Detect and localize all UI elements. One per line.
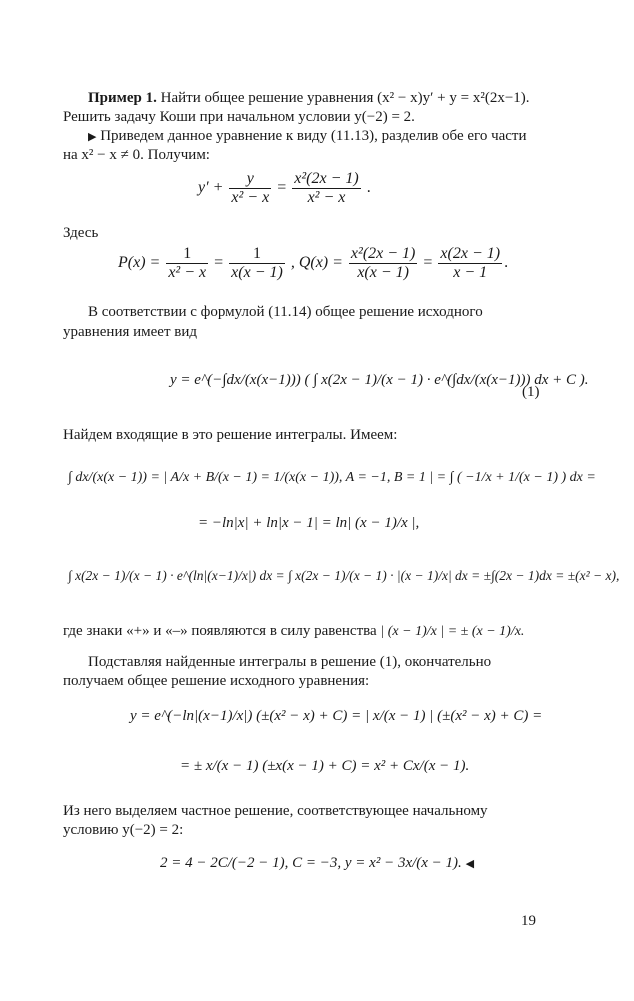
formula-particular-solution [160, 855, 474, 872]
p6-line2: получаем общее решение исходного уравнения: [63, 673, 370, 689]
f5-text: = −ln|x| + ln|x − 1| = ln| (x − 1)/x |, [198, 515, 420, 531]
paragraph-5 [63, 621, 524, 642]
here-word: Здесь [63, 225, 99, 241]
formula-integral-1 [68, 470, 596, 486]
paragraph-3-line-2 [63, 322, 197, 342]
f4-text: ∫ dx/(x(x − 1)) = | A/x + B/(x − 1) = 1/(x(x − 1)), A = −1, B = 1 | = ∫ ( −1/x + 1/(x − 1) ) dx = [68, 470, 596, 485]
f10-text: 2 = 4 − 2C/(−2 − 1), C = −3, y = x² − 3x/(x − 1). [160, 855, 462, 871]
f2-frac-a [166, 245, 208, 282]
f1-frac-2-num: x²(2x − 1) [294, 170, 359, 187]
example-statement: Найти общее решение уравнения (x² − x)y′ + y = x²(2x−1). [156, 90, 530, 106]
f2-p: P(x) = [118, 254, 161, 272]
f2-a-num: 1 [166, 245, 208, 264]
f9-text: = ± x/(x − 1) (±x(x − 1) + C) = x² + Cx/(x − 1). [180, 758, 470, 774]
solution-end-marker: ◀ [465, 858, 475, 870]
formula-normalized-equation [198, 170, 371, 207]
solution-line-2 [63, 145, 210, 165]
p4-text: Найдем входящие в это решение интегралы. Имеем: [63, 427, 398, 443]
solution-intro-2: на x² − x ≠ 0. Получим: [63, 147, 210, 163]
f1-left: y′ + [198, 179, 224, 197]
f8-text: y = e^(−ln|(x−1)/x|) (±(x² − x) + C) = | x/(x − 1) | (±(x² − x) + C) = [130, 708, 543, 724]
paragraph-6-line-2 [63, 671, 369, 691]
f2-frac-b [229, 245, 285, 282]
f2-frac-c [349, 245, 417, 282]
f1-frac-1-num: y [229, 170, 271, 189]
f7-text: | (x − 1)/x | = ± (x − 1)/x. [380, 624, 525, 639]
example-line-2 [63, 107, 415, 127]
p7-line1: Из него выделяем частное решение, соответствующее начальному [63, 803, 488, 819]
f2-d-den: x − 1 [453, 264, 488, 281]
solution-start-marker: ▶ [88, 131, 97, 143]
formula-final-2 [180, 758, 469, 775]
p3-line2: уравнения имеет вид [63, 324, 198, 340]
formula-p-q: P(x) = $\frac{1}{\text{x² − x}}$ = $\frac{1}{x(x - 1)}$ , Q(x) = $\frac{\text{x²(2x − 1)}}{x(x - 1)}$ = $\frac{x(2x - 1)}{x - 1}$ . [118, 245, 509, 281]
f3-text: y = e^(−∫dx/(x(x−1))) ( ∫ x(2x − 1)/(x − 1) · e^(∫dx/(x(x−1))) dx + C ). [170, 372, 589, 388]
f1-frac-2 [292, 170, 360, 207]
paragraph-4 [63, 425, 397, 445]
formula-final-1 [130, 708, 542, 725]
f6-text: ∫ x(2x − 1)/(x − 1) · e^(ln|(x−1)/x|) dx = ∫ x(2x − 1)/(x − 1) · |(x − 1)/x| dx = ±∫(2x − 1)dx = ±(x² − x), [68, 568, 620, 583]
equation-number: (1) [522, 384, 540, 400]
f1-eq: = [277, 179, 287, 197]
formula-integral-1-result [198, 515, 419, 532]
cauchy-condition: Решить задачу Коши при начальном условии y(−2) = 2. [63, 109, 415, 125]
page-number: 19 [521, 913, 536, 929]
f2-b-num: 1 [229, 245, 285, 264]
f1-end: . [366, 179, 371, 197]
f2-d-num: x(2x − 1) [440, 245, 501, 262]
f1-frac-1-den: x² − x [231, 189, 270, 206]
here-line [63, 223, 98, 243]
example-label: Пример 1. [88, 90, 157, 106]
f2-c-num: x²(2x − 1) [350, 245, 416, 262]
solution-intro: Приведем данное уравнение к виду (11.13), разделив обе его части [96, 128, 527, 144]
paragraph-7-line-2 [63, 820, 183, 840]
example-line-1 [88, 88, 530, 108]
p3-line1: В соответствии с формулой (11.14) общее решение исходного [88, 304, 483, 320]
p5-text: где знаки «+» и «–» появляются в силу равенства [63, 623, 377, 639]
p6-line1: Подставляя найденные интегралы в решение (1), окончательно [88, 654, 492, 670]
paragraph-3-line-1 [88, 302, 483, 322]
f2-b-den: x(x − 1) [231, 264, 283, 281]
solution-line-1 [88, 126, 527, 147]
paragraph-7-line-1 [63, 801, 488, 821]
f2-c-den: x(x − 1) [357, 264, 409, 281]
formula-integral-2 [68, 568, 619, 584]
f2-q: , Q(x) = [290, 254, 343, 272]
f1-frac-1 [229, 170, 271, 207]
f1-frac-2-den: x² − x [307, 189, 346, 206]
f2-a-den: x² − x [168, 264, 207, 281]
paragraph-6-line-1 [88, 652, 491, 672]
f2-frac-d [438, 245, 502, 282]
p7-line2: условию y(−2) = 2: [63, 822, 184, 838]
